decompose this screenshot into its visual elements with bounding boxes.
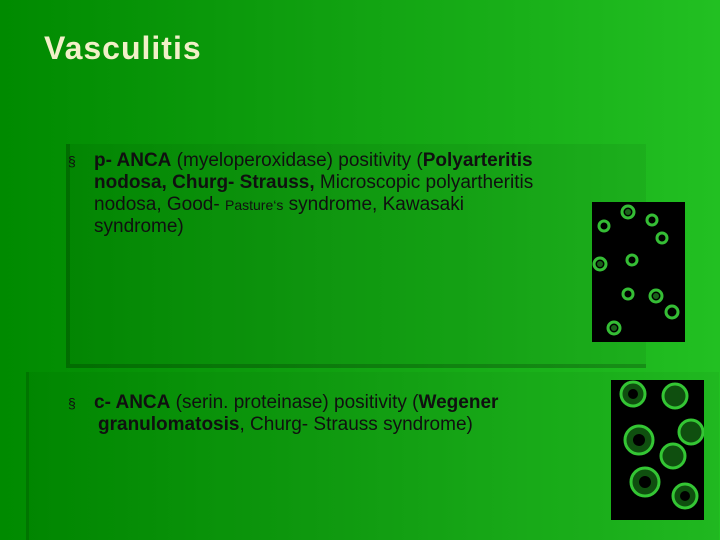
bullet-c-anca (68, 392, 614, 436)
bullet-line (94, 150, 664, 172)
bullet-line (94, 392, 614, 414)
bullet-p-anca (68, 150, 664, 238)
bullet-text: syndrome) (94, 216, 184, 237)
bold-term: c- ANCA (94, 392, 171, 413)
bullet-marker: § (68, 395, 76, 411)
bullet-text: Microscopic polyartheritis (314, 172, 534, 193)
bullet-line (94, 172, 664, 194)
bold-term: Wegener (418, 392, 499, 413)
bullet-line (94, 216, 664, 238)
bullet-text: syndrome, Kawasaki (283, 194, 464, 215)
bullet-text: nodosa, Good- (94, 194, 225, 215)
bold-term: Polyarteritis (422, 150, 533, 171)
bullet-text: (serin. proteinase) positivity ( (170, 392, 419, 413)
bold-term: nodosa, Churg- Strauss, (94, 172, 315, 193)
bullet-text: (myeloperoxidase) positivity ( (171, 150, 423, 171)
bold-term: granulomatosis (98, 414, 240, 435)
bullet-line (94, 194, 664, 216)
bullet-text-small: Pasture‘s (224, 197, 284, 213)
c-anca-micrograph-image (611, 380, 704, 520)
bullet-marker: § (68, 153, 76, 169)
p-anca-micrograph-image (592, 202, 685, 342)
bullet-text: , Churg- Strauss syndrome) (239, 414, 473, 435)
bold-term: p- ANCA (94, 150, 172, 171)
slide-title: Vasculitis (44, 30, 202, 66)
bullet-line (94, 414, 614, 436)
